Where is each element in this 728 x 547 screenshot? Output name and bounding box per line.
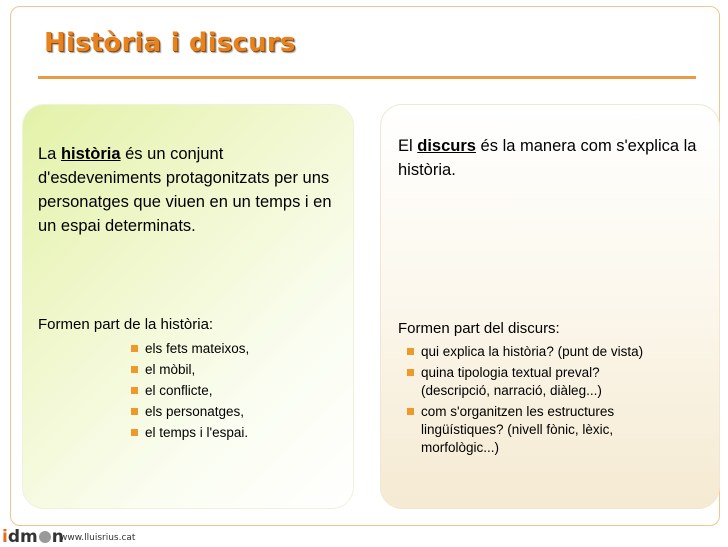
list-item-text: quina tipologia textual preval? (descripció, narració, diàleg...) (421, 365, 602, 398)
globe-icon (39, 531, 51, 543)
discurs-keyword: discurs (417, 137, 476, 155)
list-item-text: el mòbil, (145, 362, 196, 377)
historia-list (131, 340, 331, 445)
square-bullet-icon (131, 408, 138, 415)
square-bullet-icon (407, 348, 414, 355)
footer-url: www.lluisrius.cat (60, 533, 136, 543)
slide-title: Història i discurs (44, 28, 296, 58)
list-item (407, 364, 667, 400)
square-bullet-icon (131, 345, 138, 352)
historia-definition-prefix: La (38, 145, 61, 163)
square-bullet-icon (131, 366, 138, 373)
list-item-text: els personatges, (145, 404, 245, 419)
list-item (407, 343, 667, 361)
historia-definition-suffix: és un conjunt d'esdeveniments protagonitzats per uns personatges que viuen en un temps i en un espai determinats. (38, 145, 332, 235)
historia-subheading: Formen part de la història: (38, 316, 214, 333)
discurs-definition-prefix: El (398, 137, 418, 155)
list-item (131, 361, 331, 379)
discurs-definition (398, 134, 698, 182)
idmon-logo (2, 528, 64, 546)
square-bullet-icon (131, 387, 138, 394)
list-item-text: els fets mateixos, (145, 341, 250, 356)
list-item (131, 403, 331, 421)
logo-letter-n: n (51, 527, 64, 547)
list-item (407, 403, 667, 457)
list-item-text: el temps i l'espai. (145, 425, 249, 440)
list-item-text: el conflicte, (145, 383, 213, 398)
square-bullet-icon (131, 429, 138, 436)
list-item (131, 340, 331, 358)
list-item (131, 424, 331, 442)
discurs-subheading: Formen part del discurs: (398, 320, 560, 337)
title-underline (38, 76, 696, 79)
historia-definition (38, 142, 338, 238)
discurs-definition-suffix: és la manera com s'explica la història. (398, 137, 697, 179)
historia-keyword: història (60, 145, 121, 163)
discurs-list (407, 343, 667, 460)
logo-letter-i: i (2, 527, 8, 547)
list-item-text: qui explica la història? (punt de vista) (421, 344, 644, 359)
square-bullet-icon (407, 369, 414, 376)
list-item (131, 382, 331, 400)
square-bullet-icon (407, 408, 414, 415)
list-item-text: com s'organitzen les estructures lingüístiques? (nivell fònic, lèxic, morfològic...) (421, 404, 615, 455)
logo-letters-dm: dm (7, 527, 38, 547)
